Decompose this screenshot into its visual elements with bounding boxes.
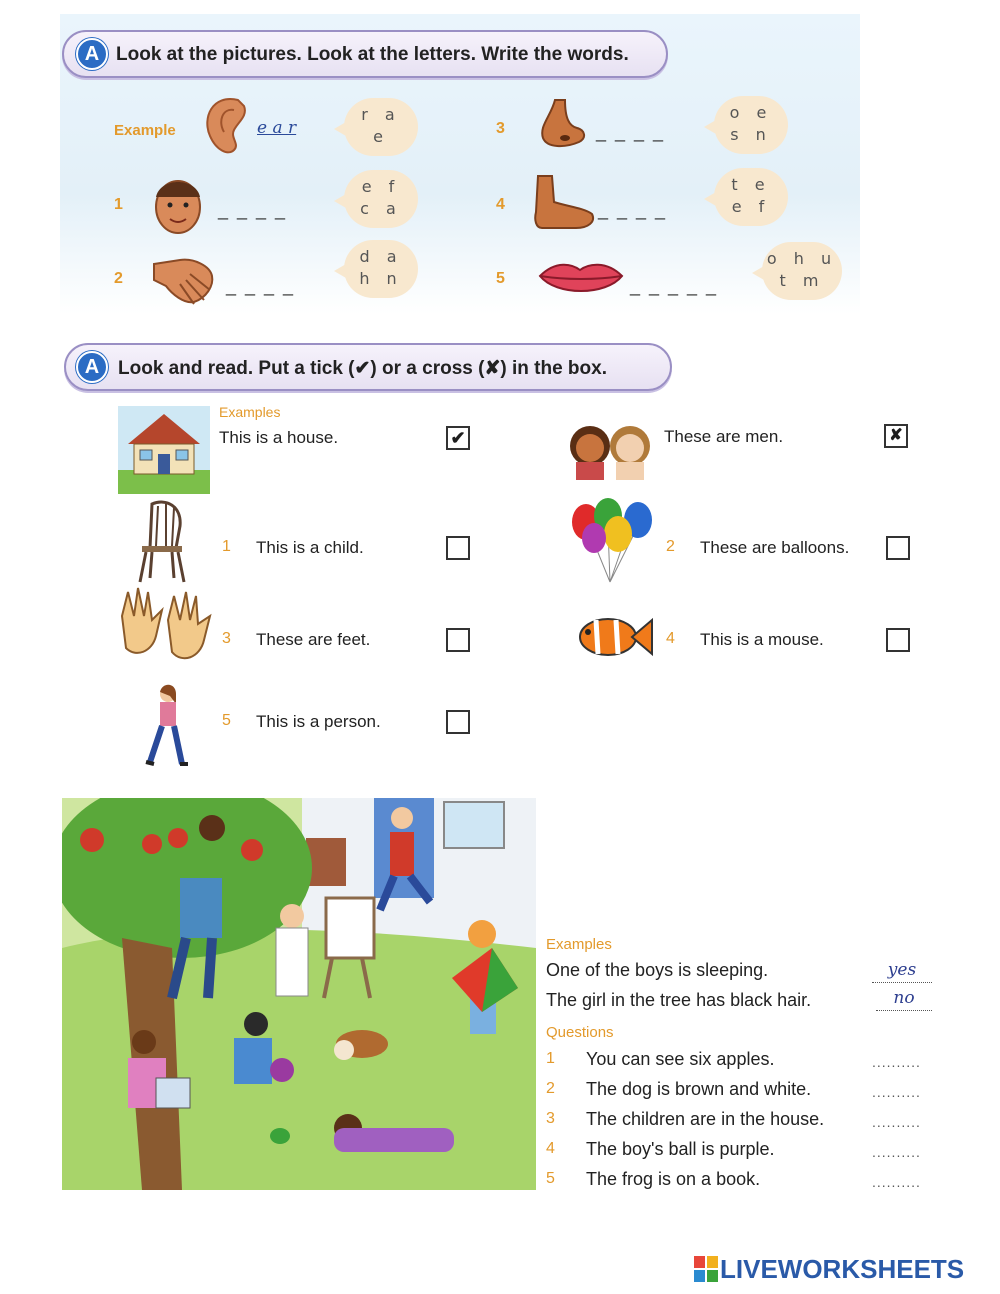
- item-2-number: 2: [114, 270, 123, 287]
- s2-item-3-number: 3: [222, 630, 231, 647]
- item-4-letter-bubble: t e e f: [714, 168, 788, 226]
- chair-picture: [136, 500, 188, 584]
- s3-question-2-answer-field[interactable]: ..........: [872, 1084, 921, 1100]
- park-scene-picture: [62, 798, 536, 1190]
- s3-example-2-text: The girl in the tree has black hair.: [546, 990, 812, 1010]
- foot-picture: [532, 172, 598, 232]
- s3-question-2-text: The dog is brown and white.: [586, 1079, 812, 1099]
- example-answer: e a r: [257, 118, 297, 138]
- face-picture: [150, 175, 206, 237]
- hand-picture: [150, 250, 216, 306]
- item-5-letter-bubble: o h u t m: [762, 242, 842, 300]
- section2-badge: A: [76, 351, 108, 383]
- s2-item-2-number: 2: [666, 538, 675, 555]
- item-1-blank[interactable]: _ _ _ _: [218, 200, 288, 220]
- section3-examples-label: Examples: [546, 936, 612, 953]
- liveworksheets-logo-icon: [694, 1256, 718, 1282]
- s3-question-3-text: The children are in the house.: [586, 1109, 825, 1129]
- s2-item-4-number: 4: [666, 630, 675, 647]
- example-label: Example: [114, 122, 176, 139]
- section2-instruction-banner: [64, 343, 672, 391]
- item-4-blank[interactable]: _ _ _ _: [598, 200, 668, 220]
- ear-picture: [200, 92, 250, 162]
- s3-question-2-number: 2: [546, 1080, 555, 1097]
- s3-question-1-number: 1: [546, 1050, 555, 1067]
- hands-picture: [112, 586, 216, 668]
- item-1-letter-bubble: e f c a: [344, 170, 418, 228]
- s3-question-4-number: 4: [546, 1140, 555, 1157]
- s3-question-1-answer-field[interactable]: ..........: [872, 1054, 921, 1070]
- s2-item-3-answer-box[interactable]: [446, 628, 470, 652]
- s2-item-2-statement: These are balloons.: [700, 538, 850, 557]
- item-3-letter-bubble: o e s n: [714, 96, 788, 154]
- s3-example-2-answer-field: no: [876, 988, 932, 1011]
- s2-item-2-answer-box[interactable]: [886, 536, 910, 560]
- item-2-letter-bubble: d a h n: [344, 240, 418, 298]
- example-1-tick-box: ✔: [446, 426, 470, 450]
- example-letter-bubble: r a e: [344, 98, 418, 156]
- nose-picture: [535, 96, 591, 152]
- section2-title: Look and read. Put a tick (✔) or a cross (✘) in the box.: [118, 358, 607, 379]
- s3-example-1-answer-field: yes: [872, 960, 932, 983]
- section1-title: Look at the pictures. Look at the letters. Write the words.: [116, 44, 629, 65]
- s3-question-3-number: 3: [546, 1110, 555, 1127]
- s2-item-3-statement: These are feet.: [256, 630, 371, 649]
- example-2-statement: These are men.: [664, 427, 784, 446]
- item-2-blank[interactable]: _ _ _ _: [226, 276, 296, 296]
- item-3-number: 3: [496, 120, 505, 137]
- s2-item-5-statement: This is a person.: [256, 712, 381, 731]
- s2-item-5-number: 5: [222, 712, 231, 729]
- item-3-blank[interactable]: _ _ _ _: [596, 122, 666, 142]
- s2-item-1-statement: This is a child.: [256, 538, 364, 557]
- section1-instruction-banner: [62, 30, 668, 78]
- s3-question-5-number: 5: [546, 1170, 555, 1187]
- fish-picture: [574, 610, 654, 664]
- s2-item-4-statement: This is a mouse.: [700, 630, 824, 649]
- item-1-number: 1: [114, 196, 123, 213]
- s2-item-5-answer-box[interactable]: [446, 710, 470, 734]
- s2-item-4-answer-box[interactable]: [886, 628, 910, 652]
- s3-question-1-text: You can see six apples.: [586, 1049, 775, 1069]
- example-1-statement: This is a house.: [219, 428, 339, 447]
- walking-person-picture: [140, 682, 192, 768]
- section2-examples-label: Examples: [219, 404, 281, 420]
- s3-question-5-text: The frog is on a book.: [586, 1169, 761, 1189]
- balloons-picture: [568, 498, 654, 584]
- s3-example-1-text: One of the boys is sleeping.: [546, 960, 769, 980]
- two-women-picture: [566, 418, 658, 480]
- s3-question-3-answer-field[interactable]: ..........: [872, 1114, 921, 1130]
- section1-badge: A: [76, 38, 108, 70]
- s2-item-1-number: 1: [222, 538, 231, 555]
- item-5-number: 5: [496, 270, 505, 287]
- house-picture: [118, 406, 210, 494]
- section3-questions-label: Questions: [546, 1024, 614, 1041]
- s3-question-4-text: The boy's ball is purple.: [586, 1139, 775, 1159]
- s2-item-1-answer-box[interactable]: [446, 536, 470, 560]
- item-5-blank[interactable]: _ _ _ _ _: [630, 276, 719, 296]
- s3-question-4-answer-field[interactable]: ..........: [872, 1144, 921, 1160]
- item-4-number: 4: [496, 196, 505, 213]
- mouth-picture: [536, 256, 626, 300]
- s3-question-5-answer-field[interactable]: ..........: [872, 1174, 921, 1190]
- example-2-cross-box: ✘: [884, 424, 908, 448]
- liveworksheets-brand: LIVEWORKSHEETS: [720, 1254, 965, 1284]
